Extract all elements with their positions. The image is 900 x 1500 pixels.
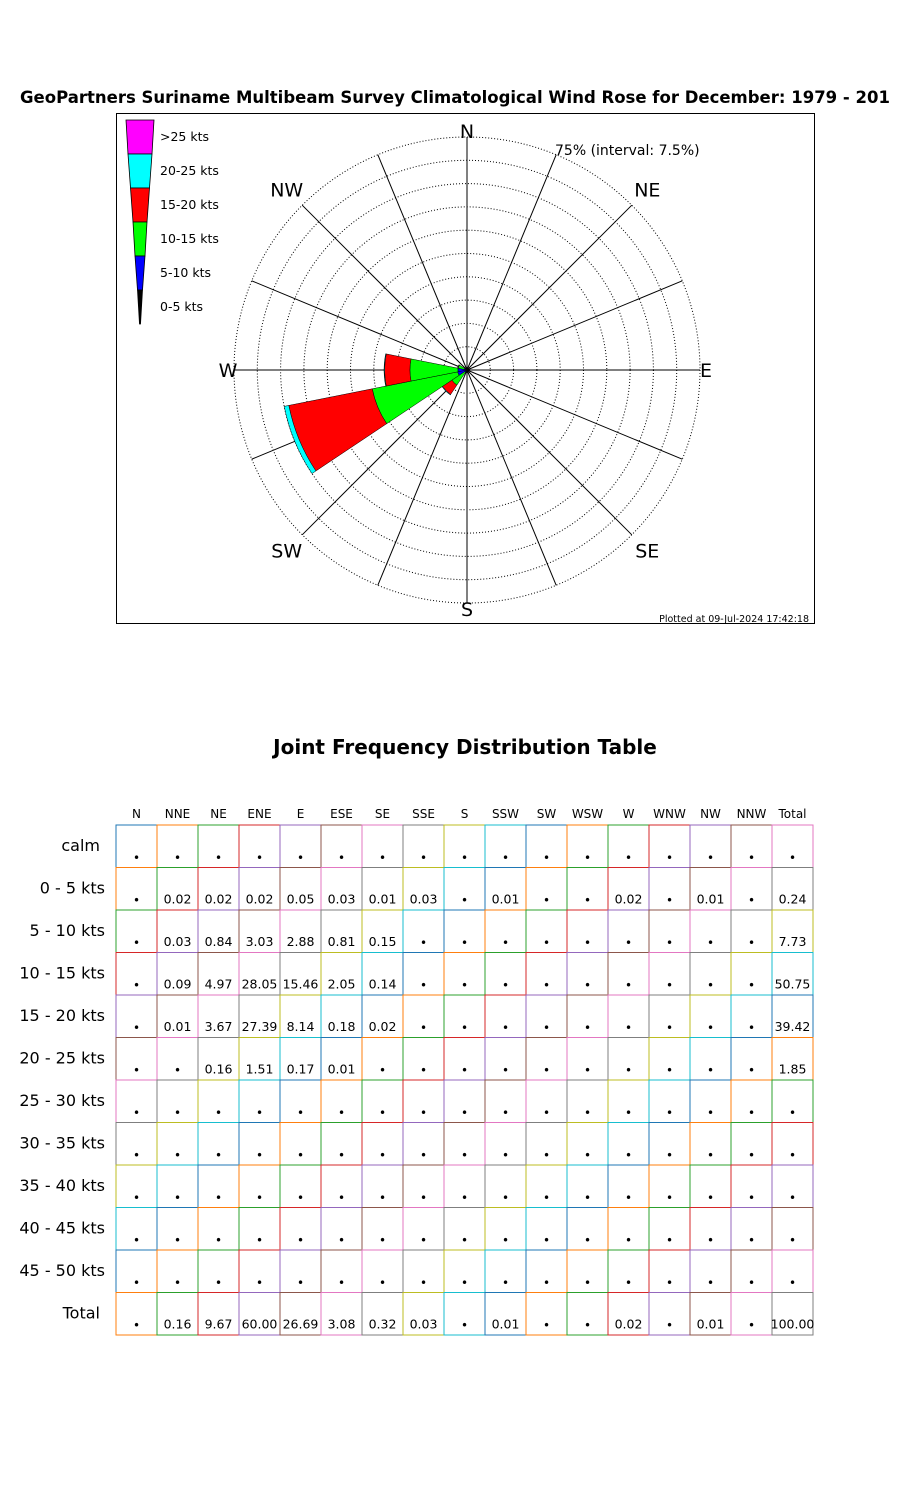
table-cell-value: 0.16 (163, 1316, 192, 1332)
compass-label-ne: NE (634, 179, 661, 202)
table-cell-value: • (296, 1191, 305, 1205)
table-row-label: 10 - 15 kts (19, 963, 105, 983)
table-column-header: NW (700, 807, 721, 821)
table-cell-value: 0.03 (409, 891, 438, 907)
table-cell-value: 0.02 (368, 1019, 397, 1034)
rose-petal-segment (385, 354, 411, 386)
table-cell-value: • (624, 1063, 633, 1078)
table-cell-value: 0.01 (491, 1316, 520, 1332)
table-cell-value: • (378, 1106, 387, 1120)
table-cell-value: 3.08 (327, 1316, 356, 1332)
table-cell-value: • (583, 893, 592, 908)
table-cell-value: • (173, 1233, 182, 1248)
table-cell-value: 0.84 (204, 934, 233, 949)
table-column-header: WNW (653, 807, 686, 821)
table-cell-value: • (747, 1191, 756, 1205)
table-cell-value: • (624, 1106, 633, 1120)
table-cell-value: • (173, 1191, 182, 1205)
table-cell-value: • (542, 1106, 551, 1120)
table-column-header: NNW (736, 807, 767, 821)
table-column-header: Total (778, 807, 807, 821)
table-cell-value: • (173, 851, 182, 865)
table-column-header: WSW (571, 807, 604, 821)
rose-spoke (467, 370, 682, 459)
table-cell-value: • (665, 1318, 674, 1333)
table-cell-value: 0.01 (491, 891, 520, 907)
table-cell-value: • (788, 1276, 797, 1290)
table-cell-value: • (501, 1276, 510, 1290)
table-cell-value: • (214, 1106, 223, 1120)
table-cell-value: 3.03 (245, 934, 274, 949)
table-cell-value: 0.02 (614, 1316, 643, 1332)
table-cell-value: • (460, 1191, 469, 1205)
table-cell-value: • (583, 1233, 592, 1248)
joint-frequency-table (0, 790, 900, 1350)
table-cell-value: • (132, 1276, 141, 1290)
table-column-header: SSE (412, 807, 435, 821)
table-row-label: 35 - 40 kts (19, 1176, 105, 1195)
table-cell-value: 7.73 (778, 934, 807, 949)
table-cell-value: • (419, 936, 428, 950)
table-cell-value: • (214, 1148, 223, 1163)
table-cell-value: 0.05 (286, 891, 315, 907)
table-cell-value: • (583, 1148, 592, 1163)
table-cell-value: • (624, 936, 633, 950)
table-cell-value: • (542, 978, 551, 993)
table-cell-value: • (665, 851, 674, 865)
table-cell-value: • (296, 1276, 305, 1290)
table-column-header: S (460, 807, 469, 821)
table-cell-value: • (337, 1148, 346, 1163)
table-cell-value: • (255, 851, 264, 865)
table-cell-value: 39.42 (774, 1019, 811, 1034)
table-cell-value: 0.03 (327, 891, 356, 907)
legend-swatch (133, 222, 147, 256)
table-cell-value: • (501, 936, 510, 950)
table-cell-value: • (583, 978, 592, 993)
plot-timestamp: Plotted at 09-Jul-2024 17:42:18 (659, 614, 809, 625)
table-cell-value: • (337, 1191, 346, 1205)
table-cell-value: • (583, 936, 592, 950)
table-cell-value: 3.67 (204, 1019, 233, 1034)
rose-spoke (467, 281, 682, 370)
table-cell-value: • (788, 851, 797, 865)
table-cell-value: • (501, 1148, 510, 1163)
table-row-label: 15 - 20 kts (19, 1006, 105, 1025)
table-cell-value: 9.67 (204, 1316, 233, 1332)
table-cell-value: • (132, 1148, 141, 1163)
table-cell-value: • (624, 1021, 633, 1035)
table-row-label: Total (62, 1303, 100, 1323)
table-cell-value: 0.03 (409, 1316, 438, 1332)
table-cell-value: • (706, 1233, 715, 1248)
compass-label-nw: NW (270, 179, 304, 202)
table-cell-value: • (665, 1191, 674, 1205)
table-cell-value: • (337, 1106, 346, 1120)
table-cell-value: • (747, 1318, 756, 1333)
table-cell-value: • (132, 1191, 141, 1205)
table-cell-value: • (542, 893, 551, 908)
table-cell-value: • (214, 1233, 223, 1248)
table-cell-value: • (788, 1148, 797, 1163)
table-cell-value: • (665, 1148, 674, 1163)
table-cell-value: • (747, 1148, 756, 1163)
table-cell-value: • (624, 1191, 633, 1205)
table-cell-value: • (747, 936, 756, 950)
table-cell-value: • (706, 1106, 715, 1120)
wind-rose-plot (117, 114, 816, 625)
table-cell-value: 0.18 (327, 1019, 356, 1034)
table-cell-value: • (706, 1063, 715, 1078)
table-cell-value: 0.81 (327, 934, 356, 949)
table-cell-value: 0.09 (163, 976, 192, 992)
table-cell-value: • (132, 893, 141, 908)
table-cell-value: • (132, 1318, 141, 1333)
table-cell-value: 0.01 (696, 891, 725, 907)
rose-spoke (467, 205, 632, 370)
table-cell-value: • (542, 1191, 551, 1205)
table-cell-value: 60.00 (241, 1316, 278, 1332)
table-cell-value: • (173, 1106, 182, 1120)
table-cell-value: 15.46 (282, 976, 319, 992)
table-cell-value: • (419, 1233, 428, 1248)
table-cell-value: 100.00 (770, 1316, 815, 1332)
table-cell-value: • (214, 1191, 223, 1205)
table-cell-value: • (214, 851, 223, 865)
wind-rose-title: GeoPartners Suriname Multibeam Survey Climatological Wind Rose for December: 1979 - 201 (20, 88, 890, 107)
compass-label-e: E (699, 360, 713, 382)
table-cell-value: • (255, 1191, 264, 1205)
table-cell-value: • (132, 1106, 141, 1120)
table-cell-value: • (583, 1021, 592, 1035)
table-cell-value: • (624, 1233, 633, 1248)
table-cell-value: • (132, 936, 141, 950)
table-cell-value: • (542, 936, 551, 950)
table-column-header: NNE (164, 807, 191, 821)
compass-label-s: S (460, 599, 474, 621)
legend-swatch (138, 290, 143, 324)
table-cell-value: 0.32 (368, 1316, 397, 1332)
table-cell-value: • (624, 1148, 633, 1163)
table-cell-value: • (501, 1021, 510, 1035)
table-row-label: calm (61, 836, 100, 855)
table-cell-value: • (583, 851, 592, 865)
table-cell-value: • (419, 1063, 428, 1078)
table-cell-value: • (788, 1106, 797, 1120)
table-cell-value: 2.88 (286, 934, 315, 949)
table-cell-value: • (460, 1233, 469, 1248)
table-cell-value: 0.01 (327, 1061, 356, 1077)
table-cell-value: • (706, 936, 715, 950)
rose-spoke (467, 155, 556, 370)
table-cell-value: • (378, 851, 387, 865)
table-column-header: W (622, 807, 635, 821)
legend-swatch (128, 154, 152, 188)
table-cell-value: 0.17 (286, 1061, 315, 1077)
table-cell-value: 0.15 (368, 934, 397, 949)
table-cell-value: • (542, 851, 551, 865)
table-cell-value: • (665, 1021, 674, 1035)
table-cell-value: • (419, 978, 428, 993)
table-cell-value: • (460, 893, 469, 908)
table-cell-value: • (296, 1233, 305, 1248)
table-cell-value: • (419, 1021, 428, 1035)
table-cell-value: 0.01 (696, 1316, 725, 1332)
legend-label: 5-10 kts (160, 265, 211, 280)
table-cell-value: • (624, 1276, 633, 1290)
table-column-header: E (296, 807, 305, 821)
table-cell-value: • (665, 978, 674, 993)
table-cell-value: • (378, 1063, 387, 1078)
table-cell-value: • (747, 1063, 756, 1078)
table-cell-value: 2.05 (327, 976, 356, 992)
table-cell-value: • (583, 1063, 592, 1078)
table-cell-value: 0.03 (163, 934, 192, 949)
table-cell-value: • (501, 1106, 510, 1120)
table-cell-value: • (419, 1276, 428, 1290)
table-cell-value: • (747, 893, 756, 908)
table-cell-value: 0.02 (163, 891, 192, 907)
table-cell-value: • (132, 851, 141, 865)
rose-spoke (302, 205, 467, 370)
table-cell-value: • (378, 1191, 387, 1205)
table-cell-value: • (460, 1276, 469, 1290)
table-cell-value: • (583, 1276, 592, 1290)
table-cell-value: 26.69 (282, 1316, 319, 1332)
table-cell-value: • (337, 851, 346, 865)
table-cell-value: • (214, 1276, 223, 1290)
table-cell-value: 0.16 (204, 1061, 233, 1077)
table-cell-value: • (501, 1191, 510, 1205)
table-column-header: SW (536, 807, 557, 821)
legend-label: 20-25 kts (160, 163, 219, 178)
table-cell-value: • (132, 1233, 141, 1248)
table-cell-value: • (665, 1276, 674, 1290)
table-column-header: N (132, 807, 141, 821)
table-cell-value: • (542, 1276, 551, 1290)
table-cell-value: • (460, 1106, 469, 1120)
table-cell-value: • (337, 1233, 346, 1248)
table-cell-value: • (501, 1233, 510, 1248)
table-cell-value: • (296, 851, 305, 865)
table-row-label: 40 - 45 kts (19, 1218, 105, 1238)
table-cell-value: 28.05 (241, 976, 278, 992)
table-cell-value: • (501, 851, 510, 865)
table-cell-value: • (460, 1148, 469, 1163)
legend-swatch (135, 256, 145, 290)
table-cell-value: 0.14 (368, 976, 397, 992)
table-cell-value: 1.51 (245, 1061, 274, 1077)
table-cell-value: • (542, 1021, 551, 1035)
rose-spoke (467, 370, 632, 535)
table-cell-value: • (132, 978, 141, 993)
table-cell-value: • (173, 1276, 182, 1290)
table-cell-value: • (542, 1063, 551, 1078)
table-cell-value: • (501, 1063, 510, 1078)
table-cell-value: • (624, 851, 633, 865)
table-cell-value: • (255, 1106, 264, 1120)
table-cell-value: • (788, 1233, 797, 1248)
legend-label: 10-15 kts (160, 231, 219, 246)
compass-label-n: N (459, 121, 475, 143)
table-cell-value: 0.02 (614, 891, 643, 907)
table-cell-value: • (747, 851, 756, 865)
table-cell-value: • (583, 1191, 592, 1205)
wind-rose-frame (116, 113, 815, 624)
table-column-header: ENE (247, 807, 272, 821)
table-row-label: 25 - 30 kts (19, 1091, 105, 1110)
table-cell-value: • (747, 978, 756, 993)
table-cell-value: • (296, 1106, 305, 1120)
table-row-label: 30 - 35 kts (19, 1133, 105, 1153)
table-cell-value: • (706, 1148, 715, 1163)
table-cell-value: 8.14 (286, 1019, 315, 1034)
table-cell-value: • (665, 1106, 674, 1120)
table-cell-value: 0.02 (204, 891, 233, 907)
table-cell-value: • (132, 1063, 141, 1078)
table-cell-value: 0.02 (245, 891, 274, 907)
compass-label-se: SE (635, 540, 660, 563)
legend-label: 15-20 kts (160, 197, 219, 212)
table-cell-value: 1.85 (778, 1061, 807, 1077)
table-cell-value: • (378, 1233, 387, 1248)
table-cell-value: • (542, 1318, 551, 1333)
table-cell-value: • (788, 1191, 797, 1205)
table-column-header: ESE (330, 807, 353, 821)
table-cell-value: • (460, 1021, 469, 1035)
table-column-header: NE (210, 807, 227, 821)
rose-spoke (378, 155, 467, 370)
table-cell-value: • (132, 1021, 141, 1035)
legend-swatch (131, 188, 150, 222)
rose-spoke (252, 281, 467, 370)
table-cell-value: 27.39 (241, 1019, 278, 1034)
table-cell-value: • (460, 978, 469, 993)
table-cell-value: • (173, 1148, 182, 1163)
table-cell-value: • (255, 1233, 264, 1248)
table-cell-value: • (583, 1318, 592, 1333)
table-cell-value: 4.97 (204, 976, 233, 992)
table-cell-value: • (542, 1233, 551, 1248)
table-cell-value: • (419, 851, 428, 865)
table-cell-value: • (255, 1148, 264, 1163)
table-row-label: 5 - 10 kts (29, 921, 105, 940)
compass-label-sw: SW (271, 540, 303, 563)
table-cell-value: • (624, 978, 633, 993)
table-column-header: SE (374, 807, 391, 821)
table-cell-value: • (583, 1106, 592, 1120)
table-row-label: 20 - 25 kts (19, 1048, 105, 1068)
table-cell-value: • (337, 1276, 346, 1290)
table-cell-value: • (706, 978, 715, 993)
table-cell-value: • (378, 1276, 387, 1290)
table-title: Joint Frequency Distribution Table (273, 735, 657, 759)
table-cell-value: • (255, 1276, 264, 1290)
compass-label-w: W (218, 360, 238, 382)
table-cell-value: • (419, 1106, 428, 1120)
table-cell-value: • (706, 851, 715, 865)
table-cell-value: • (665, 1063, 674, 1078)
table-cell-value: • (747, 1021, 756, 1035)
table-cell-value: 0.01 (163, 1019, 192, 1034)
table-cell-value: 0.01 (368, 891, 397, 907)
table-row-label: 45 - 50 kts (19, 1261, 105, 1280)
table-cell-value: • (665, 936, 674, 950)
table-cell-value: • (665, 1233, 674, 1248)
table-cell-value: • (419, 1191, 428, 1205)
ring-interval-label: 75% (interval: 7.5%) (555, 143, 700, 159)
legend-label: >25 kts (160, 129, 210, 144)
legend-swatch (126, 120, 154, 154)
table-cell-value: • (747, 1233, 756, 1248)
rose-spoke (467, 370, 556, 585)
table-cell-value: • (460, 1063, 469, 1078)
table-cell-value: • (173, 1063, 182, 1078)
table-row-label: 0 - 5 kts (39, 878, 105, 898)
table-cell-value: • (296, 1148, 305, 1163)
table-cell-value: 50.75 (774, 976, 811, 992)
table-cell-value: • (706, 1191, 715, 1205)
table-cell-value: • (706, 1021, 715, 1035)
table-cell-value: • (665, 893, 674, 908)
table-cell-value: • (378, 1148, 387, 1163)
legend-label: 0-5 kts (160, 299, 204, 314)
table-cell-value: • (542, 1148, 551, 1163)
table-cell-value: • (747, 1276, 756, 1290)
table-cell-value: • (419, 1148, 428, 1163)
table-cell-value: • (460, 1318, 469, 1333)
table-cell-value: • (460, 851, 469, 865)
table-cell-value: • (747, 1106, 756, 1120)
table-cell-value: • (706, 1276, 715, 1290)
table-cell-value: • (460, 936, 469, 950)
table-cell-value: 0.24 (778, 891, 807, 907)
table-cell-value: • (501, 978, 510, 993)
table-column-header: SSW (491, 807, 520, 821)
